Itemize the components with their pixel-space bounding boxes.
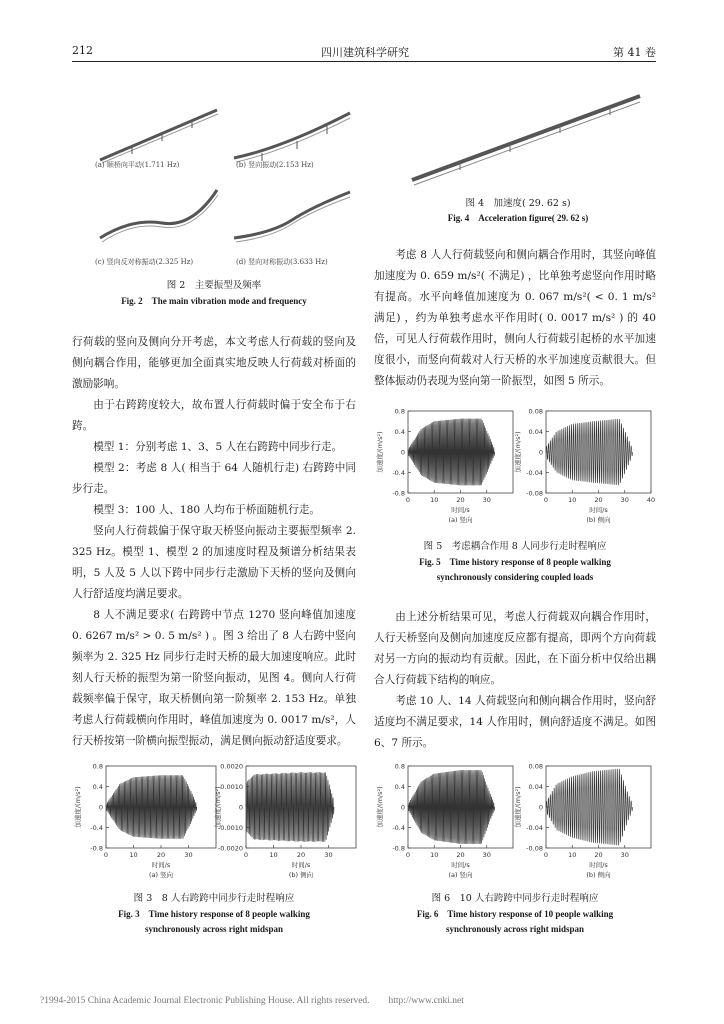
fig3-chart-b — [212, 760, 362, 886]
fig6-caption-en-2: synchronously across right midspan — [446, 924, 584, 934]
fig6-caption-cn: 图 6 10 人右跨跨中同步行走时程响应 — [431, 893, 599, 904]
acceleration-series-line — [546, 769, 633, 846]
x-tick-label: 20 — [456, 851, 465, 859]
paragraph: 考虑 10 人、14 人荷载竖向和侧向耦合作用时，竖向舒适度均不满足要求，14 人作用时，侧向舒适度不满足。如图 6、7 所示。 — [374, 695, 656, 749]
paragraph: 由于右跨跨度较大，故布置人行荷载时偏于安全布于右跨。 — [72, 399, 356, 432]
y-tick-label: 0.4 — [92, 783, 103, 791]
fig5-chart-a — [374, 405, 519, 531]
y-tick-label: -0.4 — [90, 824, 103, 832]
x-tick-label: 30 — [620, 851, 629, 859]
fig5-caption-en-1: Fig. 5 Time history response of 8 people walking — [419, 557, 611, 567]
y-tick-label: -0.04 — [526, 824, 543, 832]
x-tick-label: 30 — [482, 496, 491, 504]
fig6-caption-en-1: Fig. 6 Time history response of 10 people walking — [416, 909, 614, 919]
y-tick-label: -0.08 — [526, 844, 543, 853]
x-tick-label: 20 — [594, 851, 603, 859]
x-tick-label: 10 — [430, 851, 439, 859]
x-tick-label: 0 — [103, 851, 109, 859]
right-column-text-2 — [374, 607, 656, 754]
fig5-chart-b — [512, 405, 657, 531]
acceleration-series-line — [408, 419, 495, 486]
y-tick-label: 0.8 — [394, 407, 405, 416]
x-tick-label: 20 — [456, 496, 465, 504]
fig3-caption-en-1: Fig. 3 Time history response of 8 people walking — [118, 909, 310, 919]
y-tick-label: 0 — [538, 448, 543, 457]
paragraph: 模型 2：考虑 8 人( 相当于 64 人随机行走) 右跨跨中同步行走。 — [72, 462, 356, 495]
bridge-mode-c — [100, 190, 218, 242]
x-tick-label: 10 — [269, 851, 278, 859]
x-tick-label: 0 — [543, 851, 549, 859]
y-tick-label: 0 — [400, 448, 405, 457]
x-axis-label: 时间/s — [451, 861, 470, 869]
x-tick-label: 20 — [296, 851, 306, 859]
x-tick-label: 30 — [324, 851, 333, 859]
y-tick-label: -0.8 — [90, 844, 103, 853]
y-axis-label: 加速度/(m/s²) — [376, 786, 384, 828]
chart-subtitle: (a) 竖向 — [448, 516, 473, 524]
x-tick-label: 10 — [568, 496, 577, 504]
paragraph: 模型 3：100 人、180 人均布于桥面随机行走。 — [93, 504, 320, 516]
chart-subtitle: (b) 侧向 — [288, 871, 314, 879]
y-tick-label: 0.0020 — [220, 762, 243, 771]
acceleration-series-line — [546, 419, 633, 485]
y-axis-label: 加速度/(m/s²) — [514, 431, 522, 473]
volume-label: 第 41 卷 — [613, 46, 656, 59]
acceleration-series-line — [106, 775, 197, 839]
y-tick-label: 0 — [400, 803, 405, 812]
fig6-chart-a — [374, 760, 519, 886]
y-tick-label: -0.4 — [392, 824, 405, 832]
y-tick-label: 0 — [238, 803, 243, 812]
acceleration-series-line — [246, 772, 334, 842]
bridge-mode-a — [100, 110, 218, 163]
fig4-caption-en: Fig. 4 Acceleration figure( 29. 62 s) — [447, 213, 589, 223]
copyright-footer: ?1994-2015 China Academic Journal Electronic Publishing House. All rights reserved. http://www.cnki.net — [40, 996, 464, 1006]
y-tick-label: -0.4 — [392, 469, 405, 477]
y-tick-label: 0.08 — [528, 407, 543, 416]
paragraph: 8 人不满足要求( 右跨跨中节点 1270 竖向峰值加速度 0. 6267 m/s² > 0. 5 m/s² ) 。图 3 给出了 8 人右跨中竖向频率为 2. 325 Hz 同步行走时天桥的最大加速度响应。此时刻人行天桥的振型为第一阶竖向振动，见图 4。侧向人行荷载频率偏于保守，取天桥侧向第一阶频率 2. 153 Hz。单独考虑人行荷载横向作用时，峰值加速度为 0. 0017 m/s²，人行天桥按第一阶横向振型振动，满足侧向振动舒适度要求。 — [72, 609, 356, 747]
chart-subtitle: (a) 竖向 — [448, 871, 473, 879]
bridge-mode-b — [234, 113, 350, 162]
header-rule — [72, 61, 656, 62]
x-tick-label: 20 — [594, 496, 603, 504]
y-axis-label: 加速度/(m/s²) — [376, 431, 384, 473]
chart-subtitle: (a) 竖向 — [148, 871, 174, 879]
fig3-caption-en-2: synchronously across right midspan — [145, 924, 283, 934]
fig2-caption-cn: 图 2 主要振型及频率 — [166, 280, 262, 291]
x-tick-label: 30 — [184, 851, 193, 859]
paragraph: 由上述分析结果可见，考虑人行荷载双向耦合作用时，人行天桥竖向及侧向加速度反应都有提高，即两个方向荷载对另一方向的振动均有贡献。因此，在下面分析中仅给出耦合人行荷载下结构的响应。 — [374, 611, 656, 686]
y-tick-label: -0.8 — [392, 844, 405, 853]
x-tick-label: 40 — [646, 496, 656, 504]
fig5-caption-en-2: synchronously considering coupled loads — [436, 572, 594, 582]
x-tick-label: 0 — [543, 496, 549, 504]
fig5-caption-cn: 图 5 考虑耦合作用 8 人同步行走时程响应 — [423, 541, 607, 552]
fig2-subcaption-b: (b) 竖向振动(2.153 Hz) — [236, 161, 314, 169]
y-tick-label: 0 — [538, 803, 543, 812]
x-axis-label: 时间/s — [291, 861, 311, 869]
y-tick-label: 0.08 — [528, 762, 543, 771]
x-tick-label: 0 — [405, 851, 411, 859]
chart-subtitle: (b) 侧向 — [586, 516, 611, 524]
y-tick-label: 0.04 — [528, 783, 543, 791]
x-axis-label: 时间/s — [589, 861, 608, 869]
fig6-chart-b — [512, 760, 657, 886]
y-tick-label: -0.04 — [526, 469, 543, 477]
paragraph: 行荷载的竖向及侧向分开考虑，本文考虑人行荷载的竖向及侧向耦合作用，能够更加全面真实地反映人行荷载对桥面的激励影响。 — [72, 336, 356, 390]
fig2-subcaption-d: (d) 竖向对称振动(3.633 Hz) — [236, 258, 328, 266]
y-tick-label: 0.4 — [394, 428, 405, 436]
y-tick-label: 0 — [98, 803, 103, 812]
fig3-caption-cn: 图 3 8 人右跨跨中同步行走时程响应 — [133, 893, 295, 904]
x-axis-label: 时间/s — [451, 506, 470, 514]
y-tick-label: -0.08 — [526, 489, 543, 498]
x-axis-label: 时间/s — [589, 506, 608, 514]
bridge-mode-d — [234, 192, 350, 242]
y-tick-label: -0.0010 — [217, 824, 243, 832]
y-tick-label: 0.8 — [92, 762, 103, 771]
x-tick-label: 30 — [482, 851, 491, 859]
acceleration-series-line — [408, 770, 495, 844]
paragraph: 模型 1：分别考虑 1、3、5 人在右跨跨中同步行走。 — [93, 441, 343, 453]
x-tick-label: 10 — [430, 496, 439, 504]
y-tick-label: 0.4 — [394, 783, 405, 791]
fig3-chart-a — [72, 760, 222, 886]
fig2-mode-images — [92, 108, 356, 270]
y-axis-label: 加速度/(m/s²) — [514, 786, 522, 828]
right-column-text-1 — [374, 245, 656, 392]
journal-title: 四川建筑科学研究 — [321, 46, 409, 59]
y-tick-label: -0.0020 — [217, 844, 243, 853]
x-tick-label: 10 — [129, 851, 138, 859]
left-column-text — [72, 332, 356, 752]
chart-subtitle: (b) 侧向 — [586, 871, 611, 879]
y-tick-label: 0.04 — [528, 428, 543, 436]
fig2-subcaption-a: (a) 顺桥向平动(1.711 Hz) — [95, 161, 180, 169]
page-number: 212 — [72, 44, 93, 57]
y-axis-label: 加速度/(m/s²) — [214, 786, 222, 828]
y-axis-label: 加速度/(m/s²) — [74, 786, 82, 828]
x-tick-label: 0 — [405, 496, 411, 504]
y-tick-label: 0.8 — [394, 762, 405, 771]
y-tick-label: -0.8 — [392, 489, 405, 498]
paragraph: 考虑 8 人人行荷载竖向和侧向耦合作用时，其竖向峰值加速度为 0. 659 m/s²( 不满足) ，比单独考虑竖向作用时略有提高。水平向峰值加速度为 0. 067 m/s²( < 0. 1 m/s² 满足) ，约为单独考虑水平作用时( 0. 0017 m/s² ) 的 40 倍，可见人行荷载作用时，侧向人行荷载引起桥的水平加速度很小，而竖向荷载对人行天桥的水平加速度贡献很大。但整体振动仍表现为竖向第一阶振型，如图 5 所示。 — [374, 249, 656, 387]
x-tick-label: 20 — [156, 851, 166, 859]
x-tick-label: 10 — [568, 851, 577, 859]
fig2-caption-en: Fig. 2 The main vibration mode and frequency — [121, 296, 307, 306]
paragraph: 竖向人行荷载偏于保守取天桥竖向振动主要振型频率 2. 325 Hz。模型 1、模型 2 的加速度时程及频谱分析结果表明，5 人及 5 人以下跨中同步行走激励下天桥的竖向及侧向人行舒适度均满足要求。 — [72, 525, 356, 600]
y-tick-label: 0.0010 — [220, 783, 243, 791]
x-tick-label: 0 — [243, 851, 249, 859]
x-tick-label: 30 — [620, 496, 629, 504]
fig4-acceleration-image — [400, 88, 650, 190]
fig4-caption-cn: 图 4 加速度( 29. 62 s) — [465, 198, 571, 209]
fig2-subcaption-c: (c) 竖向反对称振动(2.325 Hz) — [95, 258, 194, 266]
x-axis-label: 时间/s — [151, 861, 171, 869]
